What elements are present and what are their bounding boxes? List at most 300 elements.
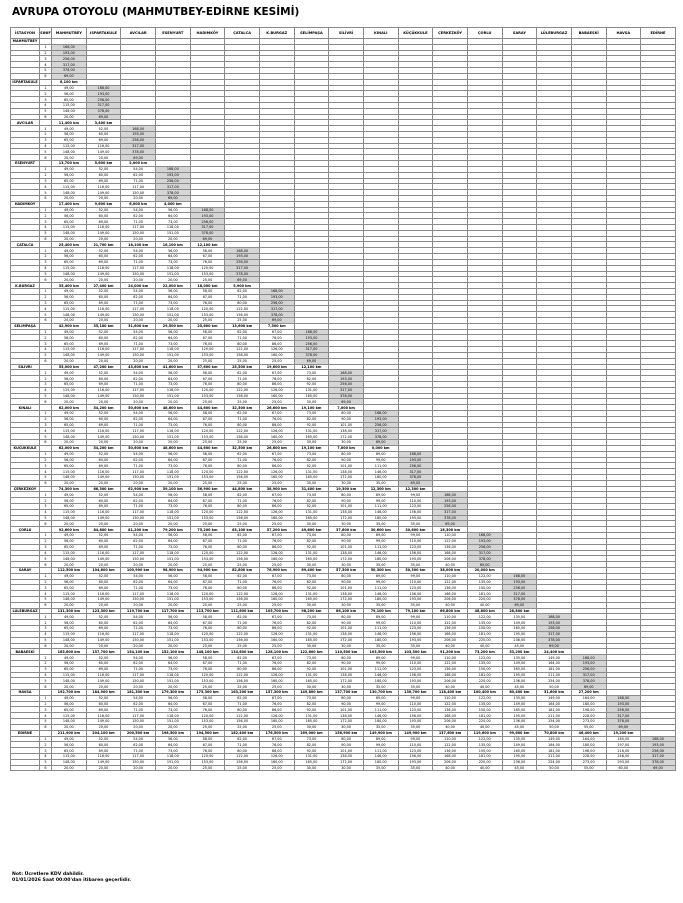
tariff-cell: 118,00	[155, 347, 190, 353]
tariff-cell: 117,00	[121, 347, 156, 353]
vehicle-class: 5	[40, 515, 52, 521]
tariff-cell: 131,00	[294, 672, 329, 678]
tariff-cell: 30,00	[294, 480, 329, 486]
tariff-cell: 118,00	[155, 428, 190, 434]
tariff-cell: 148,00	[52, 474, 87, 480]
tariff-cell: 118,00	[155, 469, 190, 475]
tariff-cell: 120,00	[190, 306, 225, 312]
tariff-cell: 116,00	[86, 347, 121, 353]
tariff-cell: 50,00	[537, 684, 572, 690]
distance-cell: 149,800 km	[294, 690, 329, 696]
distance-cell: 81,200 km	[121, 527, 156, 533]
tariff-cell: 118,00	[155, 306, 190, 312]
tariff-cell: 25,00	[259, 480, 294, 486]
tariff-cell: 62,00	[225, 411, 260, 417]
tariff-cell: 206,00	[433, 759, 468, 765]
tariff-cell: 135,00	[502, 695, 537, 701]
tariff-cell: 120,00	[190, 753, 225, 759]
tariff-cell: 165,00	[294, 597, 329, 603]
tariff-cell: 67,00	[190, 701, 225, 707]
tariff-cell: 115,00	[52, 713, 87, 719]
tariff-cell: 120,00	[190, 550, 225, 556]
tariff-cell: 110,00	[433, 655, 468, 661]
tariff-cell: 76,00	[190, 504, 225, 510]
tariff-cell: 56,00	[155, 533, 190, 539]
tariff-cell: 118,00	[155, 753, 190, 759]
tariff-cell: 90,00	[329, 742, 364, 748]
tariff-cell: 56,00	[155, 614, 190, 620]
column-header: ÇERKEZKÖY	[433, 28, 468, 39]
distance-cell: 35,400 km	[52, 283, 87, 289]
tariff-cell: 49,00	[52, 166, 87, 172]
distance-cell: 24,400 km	[537, 649, 572, 655]
tariff-cell: 136,00	[433, 626, 468, 632]
tariff-cell: 99,00	[363, 742, 398, 748]
tariff-cell: 25,00	[190, 724, 225, 730]
tariff-cell: 30,00	[329, 562, 364, 568]
column-header: ISPARTAKULE	[86, 28, 121, 39]
distance-cell: 122,600 km	[294, 649, 329, 655]
tariff-cell: 20,00	[155, 440, 190, 446]
tariff-cell: 30,00	[329, 643, 364, 649]
tariff-cell: 101,00	[329, 666, 364, 672]
tariff-cell: 117,00	[121, 550, 156, 556]
tariff-cell: 136,00	[433, 666, 468, 672]
vehicle-class: 5	[40, 719, 52, 725]
tariff-cell: 126,00	[259, 591, 294, 597]
tariff-cell: 165,00	[294, 393, 329, 399]
tariff-cell: 35,00	[398, 724, 433, 730]
tariff-cell: 193,00	[121, 132, 156, 138]
tariff-cell: 160,00	[259, 515, 294, 521]
tariff-cell: 148,00	[52, 108, 87, 114]
tariff-cell: 156,00	[398, 713, 433, 719]
tariff-cell: 67,00	[259, 411, 294, 417]
tariff-cell: 117,00	[121, 306, 156, 312]
tariff-cell: 64,00	[155, 660, 190, 666]
tariff-cell: 146,00	[363, 550, 398, 556]
tariff-cell: 30,00	[294, 602, 329, 608]
tariff-cell: 156,00	[398, 672, 433, 678]
tariff-cell: 236,00	[502, 759, 537, 765]
tariff-cell: 92,00	[294, 504, 329, 510]
tariff-cell: 135,00	[502, 655, 537, 661]
tariff-cell: 148,00	[52, 352, 87, 358]
tariff-cell: 60,00	[86, 213, 121, 219]
tariff-cell: 123,00	[398, 585, 433, 591]
tariff-cell: 65,00	[52, 178, 87, 184]
vehicle-class: 3	[40, 259, 52, 265]
tariff-cell: 20,00	[155, 236, 190, 242]
tariff-cell: 256,00	[467, 544, 502, 550]
distance-cell: 37,600 km	[190, 364, 225, 370]
station-name: KINALI	[11, 405, 40, 411]
distance-cell: 149,900 km	[398, 730, 433, 736]
tariff-cell: 52,00	[86, 492, 121, 498]
distance-cell: 66,300 km	[86, 486, 121, 492]
distance-cell: 165,600 km	[52, 649, 87, 655]
tariff-cell: 56,00	[155, 573, 190, 579]
header-row	[11, 28, 676, 39]
vehicle-class: 2	[40, 91, 52, 97]
tariff-cell: 56,00	[52, 213, 87, 219]
tariff-cell: 73,00	[155, 544, 190, 550]
distance-cell: 53,200 km	[502, 649, 537, 655]
tariff-cell: 123,00	[398, 626, 433, 632]
tariff-cell: 52,00	[86, 248, 121, 254]
tariff-cell: 25,00	[225, 724, 260, 730]
tariff-cell: 317,00	[86, 102, 121, 108]
tariff-cell: 168,00	[155, 166, 190, 172]
distance-cell: 44,600 km	[190, 445, 225, 451]
tariff-cell: 256,00	[502, 585, 537, 591]
tariff-cell: 35,00	[398, 562, 433, 568]
vehicle-class: 2	[40, 50, 52, 56]
distance-cell: 0,000 km	[363, 445, 398, 451]
column-header: LÜLEBURGAZ	[537, 28, 572, 39]
distance-cell: 169,000 km	[294, 730, 329, 736]
distance-cell: 48,600 km	[155, 405, 190, 411]
tariff-cell: 20,00	[155, 562, 190, 568]
vehicle-class: 5	[40, 678, 52, 684]
tariff-cell: 56,00	[52, 579, 87, 585]
tariff-cell: 71,00	[121, 381, 156, 387]
distance-cell: 204,100 km	[86, 730, 121, 736]
tariff-cell: 172,00	[329, 556, 364, 562]
tariff-cell: 115,00	[52, 347, 87, 353]
tariff-cell: 73,00	[155, 259, 190, 265]
tariff-cell: 165,00	[294, 637, 329, 643]
tariff-cell: 82,00	[294, 660, 329, 666]
tariff-cell: 181,00	[537, 748, 572, 754]
distance-cell: 31,400 km	[294, 486, 329, 492]
vehicle-class: 1	[40, 288, 52, 294]
tariff-cell: 110,00	[398, 579, 433, 585]
tariff-cell: 122,00	[225, 591, 260, 597]
tariff-cell: 115,00	[52, 509, 87, 515]
vehicle-class: 2	[40, 579, 52, 585]
tariff-cell: 40,00	[433, 643, 468, 649]
distance-cell: 44,800 km	[225, 486, 260, 492]
tariff-cell: 76,00	[259, 660, 294, 666]
tariff-cell: 151,00	[155, 515, 190, 521]
tariff-cell: 62,00	[225, 695, 260, 701]
tariff-cell: 35,00	[363, 724, 398, 730]
tariff-cell: 20,00	[121, 195, 156, 201]
tariff-cell: 76,00	[190, 300, 225, 306]
tariff-cell: 67,00	[190, 538, 225, 544]
tariff-cell: 80,00	[225, 666, 260, 672]
tariff-cell: 120,00	[190, 387, 225, 393]
station-name: SELİMPAŞA	[11, 323, 40, 329]
tariff-cell: 156,00	[398, 753, 433, 759]
distance-cell: 100,400 km	[467, 690, 502, 696]
column-header: K.BURGAZ	[259, 28, 294, 39]
tariff-cell: 317,00	[259, 306, 294, 312]
distance-cell: 9,600 km	[86, 201, 121, 207]
tariff-cell: 76,00	[190, 341, 225, 347]
distance-cell: 42,900 km	[52, 323, 87, 329]
tariff-cell: 25,00	[225, 358, 260, 364]
tariff-cell: 65,00	[52, 259, 87, 265]
tariff-cell: 20,00	[86, 440, 121, 446]
tariff-cell: 52,00	[86, 533, 121, 539]
distance-cell: 119,600 km	[467, 730, 502, 736]
tariff-cell: 76,00	[190, 626, 225, 632]
tariff-cell: 150,00	[467, 666, 502, 672]
tariff-cell: 76,00	[259, 457, 294, 463]
tariff-cell: 122,00	[467, 655, 502, 661]
tariff-cell: 117,00	[121, 631, 156, 637]
tariff-cell: 117,00	[121, 591, 156, 597]
tariff-cell: 160,00	[259, 393, 294, 399]
tariff-cell: 69,00	[398, 480, 433, 486]
tariff-cell: 20,00	[155, 602, 190, 608]
tariff-cell: 49,00	[52, 492, 87, 498]
tariff-cell: 58,00	[190, 573, 225, 579]
tariff-cell: 25,00	[259, 358, 294, 364]
tariff-cell: 60,00	[86, 742, 121, 748]
tariff-cell: 181,00	[537, 666, 572, 672]
tariff-cell: 122,00	[225, 672, 260, 678]
tariff-cell: 71,00	[121, 707, 156, 713]
vehicle-class: 6	[40, 114, 52, 120]
tariff-cell: 80,00	[329, 573, 364, 579]
tariff-cell: 138,00	[329, 509, 364, 515]
tariff-cell: 168,00	[294, 329, 329, 335]
tariff-cell: 54,00	[121, 370, 156, 376]
vehicle-class: 3	[40, 626, 52, 632]
tariff-cell: 60,00	[86, 132, 121, 138]
tariff-cell: 168,00	[433, 753, 468, 759]
vehicle-class: 2	[40, 701, 52, 707]
tariff-cell: 89,00	[363, 451, 398, 457]
tariff-cell: 60,00	[86, 172, 121, 178]
tariff-cell: 80,00	[329, 655, 364, 661]
vehicle-class: 4	[40, 265, 52, 271]
tariff-cell: 115,00	[52, 225, 87, 231]
tariff-cell: 56,00	[155, 655, 190, 661]
tariff-cell: 62,00	[121, 742, 156, 748]
tariff-cell: 80,00	[225, 381, 260, 387]
tariff-cell: 122,00	[467, 614, 502, 620]
tariff-cell: 122,00	[433, 538, 468, 544]
tariff-cell: 80,00	[225, 544, 260, 550]
vehicle-class: 3	[40, 463, 52, 469]
distance-cell: 62,900 km	[121, 486, 156, 492]
tariff-cell: 20,00	[86, 236, 121, 242]
tariff-cell: 73,00	[155, 381, 190, 387]
tariff-cell: 54,00	[121, 695, 156, 701]
vehicle-class: 2	[40, 376, 52, 382]
vehicle-class: 5	[40, 149, 52, 155]
vehicle-class: 1	[40, 411, 52, 417]
tariff-cell: 110,00	[398, 620, 433, 626]
tariff-cell: 80,00	[329, 614, 364, 620]
tariff-cell: 76,00	[190, 422, 225, 428]
tariff-cell: 20,00	[52, 480, 87, 486]
tariff-cell: 58,00	[190, 370, 225, 376]
tariff-cell: 378,00	[571, 678, 606, 684]
tariff-cell: 73,00	[294, 736, 329, 742]
tariff-cell: 20,00	[86, 318, 121, 324]
tariff-cell: 131,00	[294, 631, 329, 637]
distance-cell: 59,100 km	[155, 486, 190, 492]
distance-cell: 54,200 km	[86, 405, 121, 411]
tariff-cell: 99,00	[363, 620, 398, 626]
tariff-cell: 172,00	[329, 678, 364, 684]
vehicle-class: 3	[40, 585, 52, 591]
vehicle-class: 2	[40, 620, 52, 626]
distance-cell: 57,200 km	[259, 527, 294, 533]
tariff-cell: 317,00	[329, 387, 364, 393]
tariff-cell: 115,00	[52, 102, 87, 108]
tariff-cell: 73,00	[294, 655, 329, 661]
tariff-cell: 69,00	[86, 626, 121, 632]
tariff-cell: 86,00	[259, 707, 294, 713]
tariff-cell: 52,00	[86, 166, 121, 172]
tariff-cell: 92,00	[294, 585, 329, 591]
tariff-cell: 117,00	[121, 265, 156, 271]
tariff-cell: 76,00	[259, 538, 294, 544]
tariff-cell: 69,00	[190, 236, 225, 242]
tariff-cell: 49,00	[52, 736, 87, 742]
tariff-cell: 49,00	[52, 126, 87, 132]
tariff-cell: 54,00	[121, 736, 156, 742]
tariff-cell: 148,00	[52, 637, 87, 643]
tariff-cell: 211,00	[537, 713, 572, 719]
tariff-cell: 116,00	[86, 306, 121, 312]
tariff-cell: 69,00	[86, 300, 121, 306]
tariff-cell: 45,00	[502, 643, 537, 649]
tariff-cell: 76,00	[190, 585, 225, 591]
tariff-cell: 149,00	[86, 271, 121, 277]
tariff-cell: 256,00	[641, 748, 676, 754]
tariff-cell: 172,00	[329, 434, 364, 440]
column-header: SARAY	[502, 28, 537, 39]
tariff-cell: 90,00	[329, 660, 364, 666]
tariff-cell: 148,00	[52, 515, 87, 521]
tariff-cell: 101,00	[329, 585, 364, 591]
tariff-cell: 69,00	[86, 381, 121, 387]
tariff-cell: 76,00	[190, 463, 225, 469]
tariff-cell: 156,00	[398, 631, 433, 637]
tariff-cell: 71,00	[225, 742, 260, 748]
tariff-cell: 198,00	[571, 748, 606, 754]
tariff-cell: 35,00	[363, 521, 398, 527]
tariff-cell: 67,00	[190, 579, 225, 585]
distance-cell: 13,600 km	[225, 323, 260, 329]
tariff-cell: 49,00	[52, 614, 87, 620]
tariff-cell: 117,00	[121, 753, 156, 759]
tariff-cell: 73,00	[294, 451, 329, 457]
tariff-cell: 150,00	[121, 312, 156, 318]
tariff-cell: 193,00	[537, 620, 572, 626]
tariff-cell: 30,00	[294, 440, 329, 446]
tariff-cell: 149,00	[86, 312, 121, 318]
tariff-cell: 54,00	[121, 166, 156, 172]
distance-cell: 110,500 km	[329, 649, 364, 655]
tariff-cell: 20,00	[155, 318, 190, 324]
distance-cell: 11,400 km	[52, 120, 87, 126]
tariff-cell: 150,00	[467, 626, 502, 632]
tariff-cell: 122,00	[433, 620, 468, 626]
tariff-cell: 60,00	[86, 416, 121, 422]
tariff-cell: 151,00	[155, 352, 190, 358]
tariff-cell: 62,00	[225, 533, 260, 539]
tariff-cell: 165,00	[502, 626, 537, 632]
tariff-cell: 115,00	[52, 387, 87, 393]
tariff-cell: 64,00	[155, 538, 190, 544]
tariff-cell: 256,00	[121, 137, 156, 143]
vehicle-class: 5	[40, 352, 52, 358]
tariff-cell: 150,00	[121, 597, 156, 603]
tariff-cell: 49,00	[52, 411, 87, 417]
tariff-cell: 65,00	[52, 381, 87, 387]
vehicle-class: 3	[40, 178, 52, 184]
tariff-cell: 89,00	[363, 573, 398, 579]
tariff-cell: 56,00	[155, 207, 190, 213]
vehicle-class: 1	[40, 695, 52, 701]
toll-tariff-table	[10, 27, 676, 771]
tariff-cell: 120,00	[190, 347, 225, 353]
distance-cell: 17,400 km	[52, 201, 87, 207]
tariff-cell: 64,00	[155, 701, 190, 707]
tariff-cell: 317,00	[641, 753, 676, 759]
tariff-cell: 35,00	[398, 684, 433, 690]
tariff-cell: 256,00	[190, 219, 225, 225]
tariff-cell: 20,00	[121, 684, 156, 690]
tariff-cell: 69,00	[606, 724, 641, 730]
tariff-cell: 151,00	[155, 312, 190, 318]
tariff-cell: 378,00	[433, 515, 468, 521]
tariff-cell: 126,00	[259, 753, 294, 759]
tariff-cell: 67,00	[190, 660, 225, 666]
tariff-cell: 67,00	[259, 370, 294, 376]
tariff-cell: 118,00	[155, 265, 190, 271]
tariff-cell: 64,00	[155, 498, 190, 504]
distance-cell: 100,900 km	[121, 567, 156, 573]
tariff-cell: 20,00	[86, 358, 121, 364]
tariff-cell: 73,00	[155, 219, 190, 225]
tariff-cell: 149,00	[86, 637, 121, 643]
tariff-cell: 25,00	[225, 480, 260, 486]
tariff-cell: 25,00	[259, 643, 294, 649]
tariff-cell: 156,00	[225, 352, 260, 358]
vehicle-class: 4	[40, 713, 52, 719]
tariff-cell: 30,00	[329, 480, 364, 486]
tariff-cell: 30,00	[294, 643, 329, 649]
tariff-cell: 206,00	[433, 719, 468, 725]
station-name: ÇATALCA	[11, 242, 40, 248]
tariff-cell: 25,00	[225, 440, 260, 446]
tariff-cell: 122,00	[225, 753, 260, 759]
tariff-cell: 20,00	[121, 724, 156, 730]
column-header: EDİRNE	[641, 28, 676, 39]
tariff-cell: 118,00	[155, 509, 190, 515]
tariff-cell: 138,00	[329, 672, 364, 678]
tariff-cell: 131,00	[294, 753, 329, 759]
tariff-cell: 150,00	[121, 515, 156, 521]
vehicle-class: 3	[40, 300, 52, 306]
tariff-cell: 80,00	[329, 451, 364, 457]
tariff-cell: 71,00	[121, 463, 156, 469]
tariff-cell: 73,00	[294, 695, 329, 701]
tariff-cell: 193,00	[329, 376, 364, 382]
distance-cell: 47,200 km	[86, 364, 121, 370]
distance-cell: 30,600 km	[398, 527, 433, 533]
tariff-cell: 115,00	[52, 306, 87, 312]
